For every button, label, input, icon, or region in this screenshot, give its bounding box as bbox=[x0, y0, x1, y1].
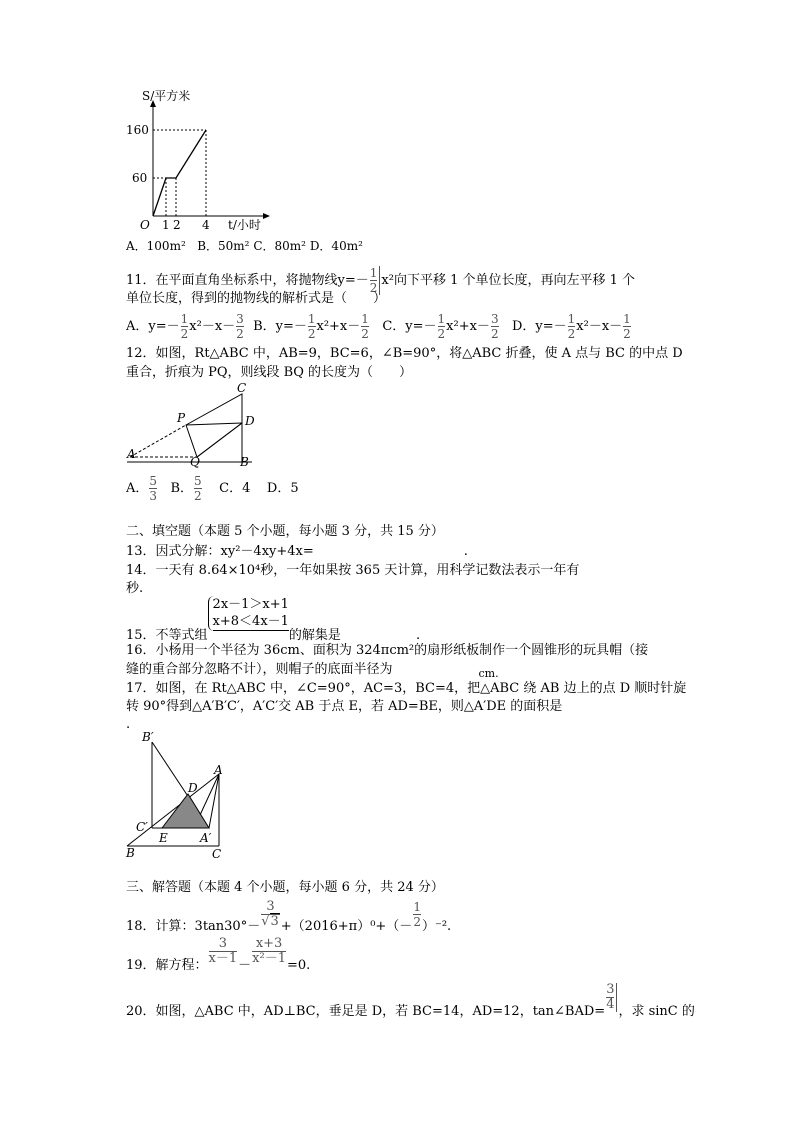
q12-label-c: C bbox=[237, 381, 247, 395]
q12-line2: 重合，折痕为 PQ，则线段 BQ 的长度为（ ） bbox=[126, 365, 413, 380]
q11-stem-line2: 单位长度，得到的抛物线的解析式是（ ） bbox=[126, 291, 387, 306]
q17-label-a: A bbox=[214, 763, 223, 777]
graph-ytick-160: 160 bbox=[126, 123, 149, 137]
q12-label-p: P bbox=[177, 411, 186, 425]
q17-label-cprime: C′ bbox=[136, 820, 148, 834]
q15: 15．不等式组 2x－1＞x+1 x+8＜4x－1 的解集是 . bbox=[126, 597, 421, 643]
q10-option-d: D．40m² bbox=[309, 239, 363, 253]
q12-label-b: B bbox=[240, 455, 249, 469]
q14-line2: 秒. bbox=[126, 581, 144, 596]
q10-options bbox=[126, 238, 363, 254]
q20: 20．如图，△ABC 中，AD⊥BC，垂足是 D，若 BC=14，AD=12，tan∠BAD= $\frac{3}{4}$ ，求 sinC 的 bbox=[126, 982, 695, 1019]
section-2-heading: 二、填空题（本题 5 个小题，每小题 3 分，共 15 分） bbox=[126, 524, 444, 539]
q17-line1: 17．如图，在 Rt△ABC 中，∠C=90°，AC=3，BC=4，把△ABC 绕 AB 边上的点 D 顺时针旋 bbox=[126, 681, 687, 696]
q12-figure bbox=[122, 380, 262, 470]
q17-figure bbox=[122, 728, 232, 864]
q11-stem: 11．在平面直角坐标系中，将抛物线y=－ $\frac{1}{2}$ x²向下平移 1 个单位长度，再向左平移 1 个 bbox=[126, 266, 636, 295]
q18: 18．计算：3tan30°－ $\frac{3}{√3}$ +（2016+π）⁰+（－ $\frac{1}{2}$ ）⁻². bbox=[126, 899, 452, 934]
q10-option-c: C．80m² bbox=[253, 239, 306, 253]
q17-label-c: C bbox=[212, 847, 222, 861]
q12-label-a: A bbox=[127, 447, 136, 461]
section-3-heading: 三、解答题（本题 4 个小题，每小题 6 分，共 24 分） bbox=[126, 880, 444, 895]
q17-label-aprime: A′ bbox=[200, 831, 212, 845]
q17-line3: . bbox=[126, 717, 131, 732]
q10-option-a: A．100m² bbox=[126, 239, 186, 253]
q11-frac: $\frac{1}{2}$ bbox=[370, 266, 381, 295]
q14-line1: 14．一天有 8.64×10⁴秒，一年如果按 365 天计算，用科学记数法表示一年有 bbox=[126, 563, 580, 578]
area-time-graph bbox=[118, 88, 278, 238]
q12-label-q: Q bbox=[190, 455, 200, 469]
graph-xtick-4: 4 bbox=[202, 218, 210, 232]
q13: 13．因式分解：xy²－4xy+4x= . bbox=[126, 544, 468, 559]
graph-xtick-1: 1 bbox=[162, 218, 170, 232]
graph-origin: O bbox=[140, 218, 150, 232]
q10-option-b: B．50m² bbox=[197, 239, 250, 253]
q17-label-b: B bbox=[126, 846, 135, 860]
q19: 19．解方程： $\frac{3}{x-1}$ － $\frac{x+3}{\text{x²－1}}$ =0. bbox=[126, 936, 311, 973]
graph-xlabel: t/小时 bbox=[228, 218, 261, 232]
q17-line2: 转 90°得到△A′B′C′，A′C′交 AB 于点 E，若 AD=BE，则△A′DE 的面积是 bbox=[126, 699, 563, 714]
q17-label-e: E bbox=[159, 831, 168, 845]
graph-ytick-60: 60 bbox=[132, 171, 148, 185]
q12-label-d: D bbox=[245, 414, 255, 428]
q17-label-bprime: B′ bbox=[142, 730, 154, 744]
q12-line1: 12．如图，Rt△ABC 中，AB=9，BC=6，∠B=90°，将△ABC 折叠，使 A 点与 BC 的中点 D bbox=[126, 346, 683, 361]
q11-options: A．y=－ $\frac{1}{2}$ x²－x－ $\frac{3}{2}$ B．y=－ $\frac{1}{2}$ x²+x－ $\frac{1}{2}$ C．y=－ $\frac{1}{2}$ x²+x－ $\frac{3}{2}$ D．y=－ $\frac{1}{2}$ x²－x－ $\frac{1}{2}$ bbox=[126, 312, 631, 341]
q12-options: A． $\frac{5}{3}$ B． $\frac{5}{2}$ C．4 D．5 bbox=[126, 474, 299, 503]
q16-line1: 16．小杨用一个半径为 36cm、面积为 324πcm²的扇形纸板制作一个圆锥形的玩具帽（接 bbox=[126, 643, 649, 658]
inequality-system: 2x－1＞x+1 x+8＜4x－1 bbox=[208, 596, 289, 631]
q17-label-d: D bbox=[188, 781, 198, 795]
graph-ylabel: S/平方米 bbox=[142, 89, 191, 103]
graph-xtick-2: 2 bbox=[173, 218, 181, 232]
q16-line2: 缝的重合部分忽略不计），则帽子的底面半径为 $_{cm.}$ bbox=[126, 662, 499, 680]
